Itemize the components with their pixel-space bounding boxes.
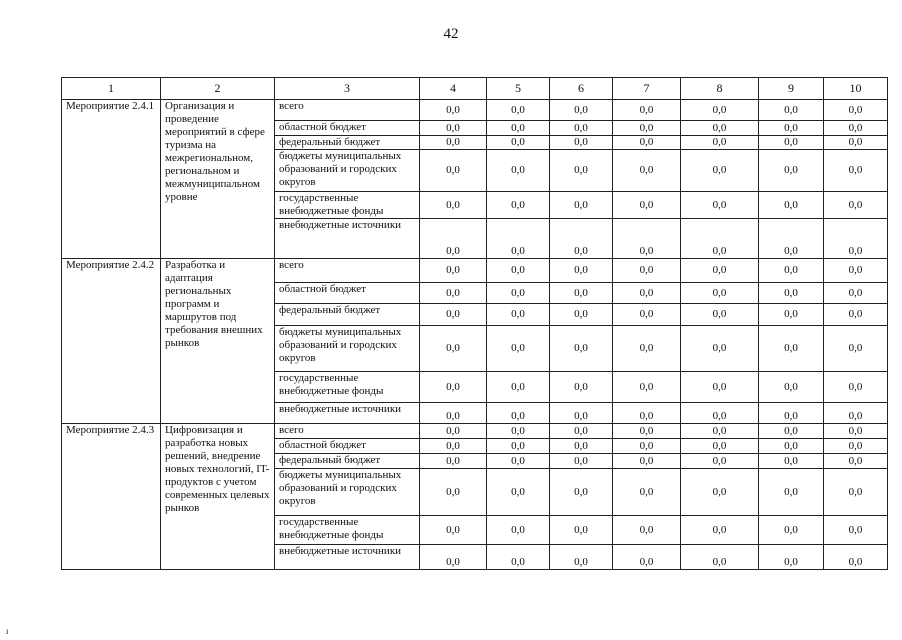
value-cell: 0,0 (759, 304, 824, 326)
value-cell: 0,0 (824, 454, 888, 469)
value-cell: 0,0 (824, 150, 888, 192)
value-cell: 0,0 (613, 259, 681, 283)
value-cell: 0,0 (681, 469, 759, 516)
value-cell: 0,0 (613, 516, 681, 545)
funding-source: государственные внебюджетные фонды (275, 516, 420, 545)
header-cell: 8 (681, 78, 759, 100)
value-cell: 0,0 (420, 545, 487, 570)
funding-source: внебюджетные источники (275, 403, 420, 424)
value-cell: 0,0 (487, 372, 550, 403)
header-cell: 5 (487, 78, 550, 100)
value-cell: 0,0 (824, 219, 888, 259)
value-cell: 0,0 (420, 326, 487, 372)
value-cell: 0,0 (487, 219, 550, 259)
budget-table (61, 77, 888, 570)
value-cell: 0,0 (487, 150, 550, 192)
activity-description: Разработка и адаптация региональных программ и маршрутов под требования внешних рынков (161, 259, 275, 424)
funding-source: внебюджетные источники (275, 545, 420, 570)
value-cell: 0,0 (759, 136, 824, 150)
value-cell: 0,0 (759, 424, 824, 439)
value-cell: 0,0 (550, 136, 613, 150)
value-cell: 0,0 (420, 424, 487, 439)
value-cell: 0,0 (420, 454, 487, 469)
value-cell: 0,0 (613, 439, 681, 454)
header-cell: 1 (62, 78, 161, 100)
value-cell: 0,0 (759, 219, 824, 259)
value-cell: 0,0 (681, 545, 759, 570)
value-cell: 0,0 (487, 516, 550, 545)
value-cell: 0,0 (681, 424, 759, 439)
value-cell: 0,0 (681, 326, 759, 372)
value-cell: 0,0 (420, 403, 487, 424)
funding-source: государственные внебюджетные фонды (275, 372, 420, 403)
funding-source: бюджеты муниципальных образований и городских округов (275, 326, 420, 372)
value-cell: 0,0 (681, 150, 759, 192)
value-cell: 0,0 (550, 454, 613, 469)
header-cell: 6 (550, 78, 613, 100)
value-cell: 0,0 (420, 372, 487, 403)
funding-source: всего (275, 424, 420, 439)
value-cell: 0,0 (759, 469, 824, 516)
activity-code: Мероприятие 2.4.1 (62, 100, 161, 259)
value-cell: 0,0 (487, 403, 550, 424)
value-cell: 0,0 (613, 326, 681, 372)
value-cell: 0,0 (550, 372, 613, 403)
activity-description: Цифровизация и разработка новых решений, внедрение новых технологий, IT-продуктов с учетом современных целевых рынков (161, 424, 275, 570)
value-cell: 0,0 (824, 283, 888, 304)
value-cell: 0,0 (681, 192, 759, 219)
value-cell: 0,0 (420, 219, 487, 259)
value-cell: 0,0 (613, 192, 681, 219)
value-cell: 0,0 (759, 372, 824, 403)
value-cell: 0,0 (681, 219, 759, 259)
value-cell: 0,0 (681, 372, 759, 403)
value-cell: 0,0 (487, 304, 550, 326)
table-row (62, 100, 888, 121)
funding-source: федеральный бюджет (275, 454, 420, 469)
value-cell: 0,0 (613, 424, 681, 439)
funding-source: всего (275, 100, 420, 121)
value-cell: 0,0 (613, 219, 681, 259)
value-cell: 0,0 (487, 259, 550, 283)
value-cell: 0,0 (487, 121, 550, 136)
value-cell: 0,0 (420, 304, 487, 326)
value-cell: 0,0 (420, 259, 487, 283)
value-cell: 0,0 (759, 545, 824, 570)
value-cell: 0,0 (759, 150, 824, 192)
value-cell: 0,0 (824, 372, 888, 403)
value-cell: 0,0 (420, 283, 487, 304)
value-cell: 0,0 (550, 100, 613, 121)
value-cell: 0,0 (824, 304, 888, 326)
value-cell: 0,0 (759, 326, 824, 372)
value-cell: 0,0 (550, 219, 613, 259)
value-cell: 0,0 (759, 192, 824, 219)
value-cell: 0,0 (420, 439, 487, 454)
value-cell: 0,0 (681, 136, 759, 150)
header-cell: 4 (420, 78, 487, 100)
funding-source: федеральный бюджет (275, 304, 420, 326)
value-cell: 0,0 (681, 454, 759, 469)
value-cell: 0,0 (824, 326, 888, 372)
value-cell: 0,0 (487, 439, 550, 454)
value-cell: 0,0 (759, 100, 824, 121)
value-cell: 0,0 (420, 100, 487, 121)
value-cell: 0,0 (487, 192, 550, 219)
funding-source: областной бюджет (275, 439, 420, 454)
value-cell: 0,0 (824, 100, 888, 121)
value-cell: 0,0 (550, 304, 613, 326)
scan-mark: ı (6, 626, 9, 636)
header-cell: 10 (824, 78, 888, 100)
value-cell: 0,0 (613, 100, 681, 121)
value-cell: 0,0 (824, 121, 888, 136)
value-cell: 0,0 (550, 283, 613, 304)
value-cell: 0,0 (420, 469, 487, 516)
funding-source: бюджеты муниципальных образований и городских округов (275, 469, 420, 516)
value-cell: 0,0 (487, 424, 550, 439)
value-cell: 0,0 (487, 283, 550, 304)
value-cell: 0,0 (613, 121, 681, 136)
value-cell: 0,0 (420, 136, 487, 150)
value-cell: 0,0 (420, 516, 487, 545)
value-cell: 0,0 (487, 469, 550, 516)
value-cell: 0,0 (824, 545, 888, 570)
value-cell: 0,0 (681, 403, 759, 424)
value-cell: 0,0 (681, 439, 759, 454)
value-cell: 0,0 (420, 121, 487, 136)
table-body (62, 100, 888, 570)
funding-source: всего (275, 259, 420, 283)
value-cell: 0,0 (487, 545, 550, 570)
value-cell: 0,0 (759, 283, 824, 304)
value-cell: 0,0 (824, 469, 888, 516)
funding-source: государственные внебюджетные фонды (275, 192, 420, 219)
value-cell: 0,0 (613, 283, 681, 304)
value-cell: 0,0 (550, 469, 613, 516)
value-cell: 0,0 (613, 545, 681, 570)
value-cell: 0,0 (487, 100, 550, 121)
header-row (62, 78, 888, 100)
value-cell: 0,0 (550, 516, 613, 545)
value-cell: 0,0 (550, 192, 613, 219)
value-cell: 0,0 (613, 136, 681, 150)
table-row (62, 259, 888, 283)
header-cell: 7 (613, 78, 681, 100)
value-cell: 0,0 (550, 545, 613, 570)
page-number: 42 (443, 26, 459, 42)
value-cell: 0,0 (681, 121, 759, 136)
value-cell: 0,0 (681, 283, 759, 304)
value-cell: 0,0 (613, 454, 681, 469)
value-cell: 0,0 (487, 326, 550, 372)
funding-source: бюджеты муниципальных образований и городских округов (275, 150, 420, 192)
value-cell: 0,0 (420, 192, 487, 219)
value-cell: 0,0 (613, 403, 681, 424)
value-cell: 0,0 (824, 136, 888, 150)
header-cell: 9 (759, 78, 824, 100)
value-cell: 0,0 (550, 403, 613, 424)
funding-source: федеральный бюджет (275, 136, 420, 150)
value-cell: 0,0 (824, 192, 888, 219)
funding-source: внебюджетные источники (275, 219, 420, 259)
activity-description: Организация и проведение мероприятий в сфере туризма на межрегиональном, региональном и межмуниципальном уровне (161, 100, 275, 259)
value-cell: 0,0 (759, 403, 824, 424)
value-cell: 0,0 (550, 439, 613, 454)
value-cell: 0,0 (681, 516, 759, 545)
value-cell: 0,0 (550, 259, 613, 283)
value-cell: 0,0 (824, 516, 888, 545)
value-cell: 0,0 (824, 403, 888, 424)
value-cell: 0,0 (681, 100, 759, 121)
value-cell: 0,0 (824, 439, 888, 454)
header-cell: 3 (275, 78, 420, 100)
value-cell: 0,0 (681, 304, 759, 326)
funding-source: областной бюджет (275, 283, 420, 304)
value-cell: 0,0 (487, 136, 550, 150)
value-cell: 0,0 (824, 424, 888, 439)
table-row (62, 424, 888, 439)
value-cell: 0,0 (613, 150, 681, 192)
value-cell: 0,0 (420, 150, 487, 192)
activity-code: Мероприятие 2.4.2 (62, 259, 161, 424)
activity-code: Мероприятие 2.4.3 (62, 424, 161, 570)
funding-source: областной бюджет (275, 121, 420, 136)
value-cell: 0,0 (487, 454, 550, 469)
value-cell: 0,0 (550, 121, 613, 136)
value-cell: 0,0 (613, 304, 681, 326)
value-cell: 0,0 (759, 259, 824, 283)
value-cell: 0,0 (550, 326, 613, 372)
value-cell: 0,0 (759, 516, 824, 545)
value-cell: 0,0 (550, 424, 613, 439)
value-cell: 0,0 (613, 372, 681, 403)
value-cell: 0,0 (759, 121, 824, 136)
value-cell: 0,0 (681, 259, 759, 283)
header-cell: 2 (161, 78, 275, 100)
value-cell: 0,0 (759, 454, 824, 469)
value-cell: 0,0 (759, 439, 824, 454)
value-cell: 0,0 (824, 259, 888, 283)
value-cell: 0,0 (613, 469, 681, 516)
value-cell: 0,0 (550, 150, 613, 192)
